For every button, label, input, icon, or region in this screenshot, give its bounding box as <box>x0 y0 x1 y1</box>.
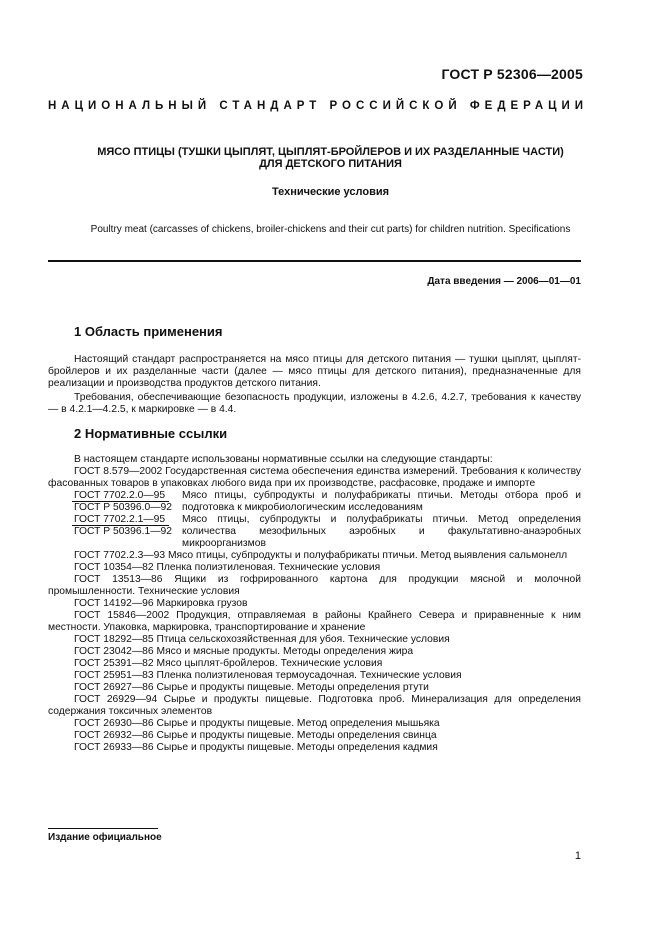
section-1-paragraph: Настоящий стандарт распространяется на мясо птицы для детского питания — тушки цыплят, цыплят-бройлеров и их разделанные части (далее — мясо птицы для детского питания), предназначенные для реализации и производства продуктов детского питания. <box>48 354 581 389</box>
reference-item: ГОСТ 8.579—2002 Государственная система обеспечения единства измерений. Требования к количеству фасованных товаров в упаковках любого вида при их производстве, расфасовке, продаже и импорте <box>48 466 581 489</box>
reference-item: ГОСТ 7702.2.3—93 Мясо птицы, субпродукты и полуфабрикаты птичьи. Метод выявления сальмонелл <box>74 550 568 561</box>
main-content <box>48 322 581 754</box>
reference-item: ГОСТ 26930—86 Сырье и продукты пищевые. Метод определения мышьяка <box>74 718 440 729</box>
title-line-1: МЯСО ПТИЦЫ (ТУШКИ ЦЫПЛЯТ, ЦЫПЛЯТ-БРОЙЛЕРОВ И ИХ РАЗДЕЛАННЫЕ ЧАСТИ) <box>97 146 564 158</box>
section-1-paragraph: Требования, обеспечивающие безопасность продукции, изложены в 4.2.6, 4.2.7, требования к качеству — в 4.2.1—4.2.5, к маркировке — в 4.4. <box>48 392 581 415</box>
document-code: ГОСТ Р 52306—2005 <box>441 66 583 82</box>
introduction-date: Дата введения — 2006—01—01 <box>427 276 581 287</box>
edition-label: Издание официальное <box>48 832 162 843</box>
reference-item: ГОСТ 18292—85 Птица сельскохозяйственная для убоя. Технические условия <box>74 634 450 645</box>
reference-item: ГОСТ 25951—83 Пленка полиэтиленовая термоусадочная. Технические условия <box>74 670 462 681</box>
reference-code: ГОСТ 7702.2.1—95 <box>74 514 166 525</box>
reference-item: ГОСТ 13513—86 Ящики из гофрированного картона для продукции мясной и молочной промышленности. Технические условия <box>48 574 581 597</box>
reference-description: Мясо птицы, субпродукты и полуфабрикаты птичьи. Метод определения количества мезофильных аэробных и факультативно-анаэробных микроорганизмов <box>182 514 581 549</box>
reference-item: ГОСТ 25391—82 Мясо цыплят-бройлеров. Технические условия <box>74 658 383 669</box>
reference-item: ГОСТ 10354—82 Пленка полиэтиленовая. Технические условия <box>74 562 381 573</box>
reference-group <box>48 514 581 550</box>
reference-item: ГОСТ 14192—96 Маркировка грузов <box>74 598 248 609</box>
reference-item: ГОСТ 26927—86 Сырье и продукты пищевые. Методы определения ртути <box>74 682 429 693</box>
reference-group <box>48 490 581 514</box>
page-number: 1 <box>574 850 581 862</box>
reference-item: ГОСТ 15846—2002 Продукция, отправляемая в районы Крайнего Севера и приравненные к ним местности. Упаковка, маркировка, транспортирование и хранение <box>48 610 581 633</box>
english-title: Poultry meat (carcasses of chickens, broiler-chickens and their cut parts) for children nutrition. Specifications <box>90 224 571 235</box>
reference-code: ГОСТ Р 50396.0—92 <box>74 502 172 513</box>
reference-code: ГОСТ 7702.2.0—95 <box>74 490 166 501</box>
reference-item: ГОСТ 26929—94 Сырье и продукты пищевые. Подготовка проб. Минерализация для определения содержания токсичных элементов <box>48 694 581 717</box>
reference-code: ГОСТ Р 50396.1—92 <box>74 526 172 537</box>
document-title <box>40 146 621 170</box>
reference-codes <box>74 514 182 550</box>
section-1-heading: 1 Область применения <box>74 324 223 339</box>
reference-codes <box>74 490 182 514</box>
reference-item: ГОСТ 26933—86 Сырье и продукты пищевые. Методы определения кадмия <box>74 742 438 753</box>
section-2-intro: В настоящем стандарте использованы нормативные ссылки на следующие стандарты: <box>74 454 493 465</box>
reference-item: ГОСТ 23042—86 Мясо и мясные продукты. Методы определения жира <box>74 646 414 657</box>
section-2-heading: 2 Нормативные ссылки <box>74 426 228 441</box>
reference-description: Мясо птицы, субпродукты и полуфабрикаты птичьи. Методы отбора проб и подготовка к микробиологическим исследованиям <box>182 490 581 513</box>
footer-divider <box>48 828 158 829</box>
title-line-2: ДЛЯ ДЕТСКОГО ПИТАНИЯ <box>259 158 402 170</box>
national-standard-banner: НАЦИОНАЛЬНЫЙ СТАНДАРТ РОССИЙСКОЙ ФЕДЕРАЦИИ <box>48 100 589 112</box>
reference-item: ГОСТ 26932—86 Сырье и продукты пищевые. Методы определения свинца <box>74 730 437 741</box>
document-subtitle: Технические условия <box>271 186 390 198</box>
header-divider <box>48 260 581 262</box>
